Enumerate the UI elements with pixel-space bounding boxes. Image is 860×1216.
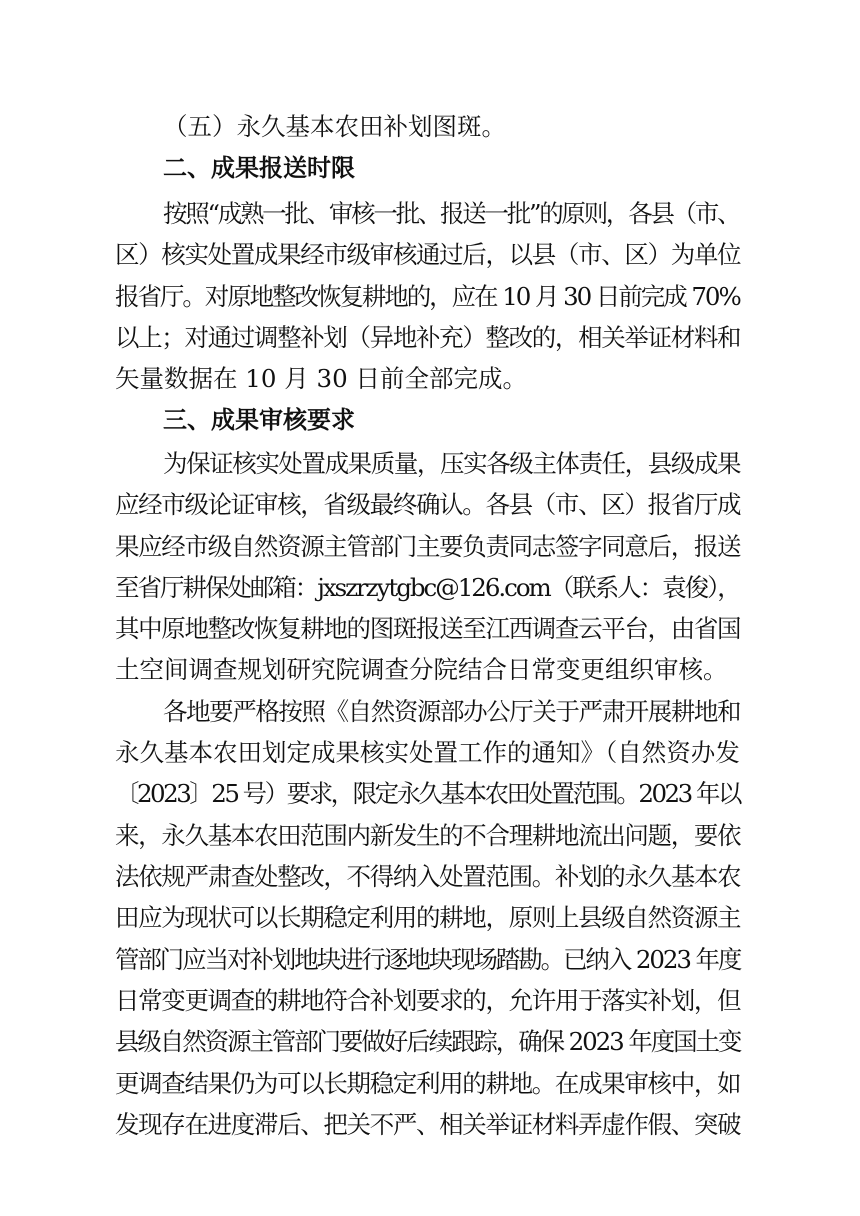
paragraph-line: 永久基本农田划定成果核实处置工作的通知》（自然资办发 (115, 738, 740, 767)
paragraph-line: 〔2023〕25 号）要求，限定永久基本农田处置范围。2023 年以 (115, 779, 740, 808)
paragraph-line: 为保证核实处置成果质量，压实各级主体责任，县级成果 (163, 449, 741, 478)
paragraph-line: 各地要严格按照《自然资源部办公厅关于严肃开展耕地和 (163, 697, 741, 726)
paragraph-line: 区）核实处置成果经市级审核通过后，以县（市、区）为单位 (115, 240, 741, 269)
paragraph-line: 应经市级论证审核，省级最终确认。各县（市、区）报省厅成 (115, 490, 741, 519)
paragraph-line: 更调查结果仍为可以长期稳定利用的耕地。在成果审核中，如 (115, 1069, 741, 1098)
paragraph-line: 管部门应当对补划地块进行逐地块现场踏勘。已纳入 2023 年度 (115, 945, 741, 974)
paragraph-line: 矢量数据在 10 月 30 日前全部完成。 (115, 364, 528, 393)
paragraph-line: 以上；对通过调整补划（异地补充）整改的，相关举证材料和 (115, 323, 741, 352)
paragraph-line: 土空间调查规划研究院调查分院结合日常变更组织审核。 (115, 655, 728, 684)
paragraph-line: 日常变更调查的耕地符合补划要求的，允许用于落实补划，但 (115, 986, 741, 1015)
paragraph-line: 报省厅。对原地整改恢复耕地的，应在 10 月 30 日前完成 70% (115, 282, 740, 311)
paragraph-line: （五）永久基本农田补划图斑。 (163, 112, 506, 141)
paragraph-line: 发现存在进度滞后、把关不严、相关举证材料弄虚作假、突破 (115, 1110, 741, 1139)
paragraph-line: 至省厅耕保处邮箱：jxszrzytgbc@126.com（联系人：袁俊）， (115, 573, 740, 602)
section-heading: 二、成果报送时限 (163, 154, 355, 182)
paragraph-line: 田应为现状可以长期稳定利用的耕地，原则上县级自然资源主 (115, 903, 741, 932)
section-heading: 三、成果审核要求 (163, 406, 355, 434)
paragraph-line: 来，永久基本农田范围内新发生的不合理耕地流出问题，要依 (115, 821, 741, 850)
paragraph-line: 法依规严肃查处整改，不得纳入处置范围。补划的永久基本农 (115, 862, 741, 891)
paragraph-line: 县级自然资源主管部门要做好后续跟踪，确保 2023 年度国土变 (115, 1027, 741, 1056)
paragraph-line: 其中原地整改恢复耕地的图斑报送至江西调查云平台，由省国 (115, 614, 741, 643)
paragraph-line: 按照“成熟一批、审核一批、报送一批”的原则，各县（市、 (163, 199, 740, 228)
paragraph-line: 果应经市级自然资源主管部门主要负责同志签字同意后，报送 (115, 532, 741, 561)
